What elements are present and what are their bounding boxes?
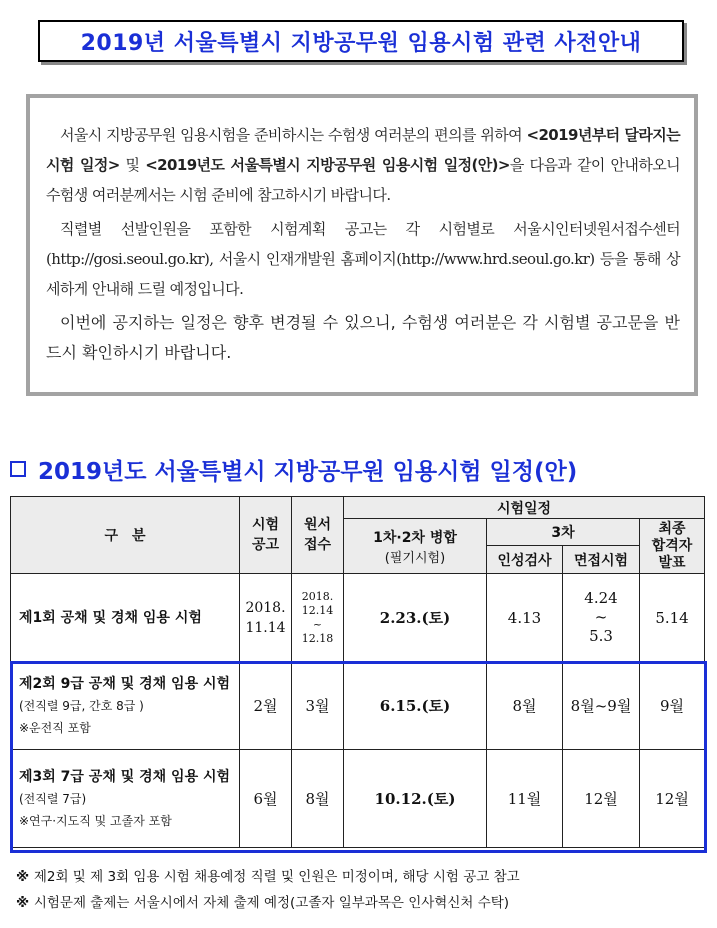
- row-note: ※연구·지도직 및 고졸자 포함: [19, 813, 172, 828]
- row-name: [11, 750, 240, 848]
- table-row: [11, 662, 705, 750]
- header-apply: 원서 접수: [292, 497, 344, 574]
- row-name: [11, 574, 240, 662]
- cell-apply: 3월: [292, 662, 344, 750]
- header-final: 최종 합격자 발표: [640, 519, 705, 574]
- cell-written: 6.15.(토): [344, 662, 487, 750]
- table-row: [11, 574, 705, 662]
- cell-final: 9월: [640, 662, 705, 750]
- notice-paragraph-1: [46, 120, 680, 210]
- section-title-text: 2019년도 서울특별시 지방공무원 임용시험 일정(안): [38, 458, 578, 485]
- footnotes: [16, 864, 520, 916]
- header-announce: 시험 공고: [240, 497, 292, 574]
- notice-text: 서울시 지방공무원 임용시험을 준비하시는 수험생 여러분의 편의를 위하여: [60, 126, 527, 144]
- notice-bold-text: <2019년부터 달라지는 시험 일정>: [46, 126, 680, 174]
- row-subtitle: (전직렬 9급, 간호 8급 ): [19, 698, 144, 713]
- row-note: ※운전직 포함: [19, 720, 91, 735]
- schedule-table: [10, 496, 705, 848]
- row-name: [11, 662, 240, 750]
- header-aptitude: 인성검사: [487, 546, 563, 574]
- cell-announce: 2월: [240, 662, 292, 750]
- cell-written: 10.12.(토): [344, 750, 487, 848]
- notice-paragraph-3: 이번에 공지하는 일정은 향후 변경될 수 있으니, 수험생 여러분은 각 시험별 공고문을 반드시 확인하시기 바랍니다.: [46, 313, 680, 362]
- header-category: [11, 497, 240, 574]
- cell-interview: 8월~9월: [563, 662, 640, 750]
- section-title: [10, 452, 577, 486]
- row-title: 제1회 공채 및 경채 임용 시험: [19, 609, 202, 626]
- checkbox-square-icon: [10, 461, 26, 477]
- header-written: [344, 519, 487, 574]
- cell-aptitude: 11월: [487, 750, 563, 848]
- cell-aptitude: 4.13: [487, 574, 563, 662]
- cell-announce: 6월: [240, 750, 292, 848]
- cell-apply: 2018. 12.14 ~ 12.18: [292, 574, 344, 662]
- header-written-label: 1차·2차 병합: [373, 529, 457, 546]
- header-schedule: 시험일정: [344, 497, 705, 519]
- notice-box: [26, 94, 698, 396]
- row-title: 제2회 9급 공채 및 경채 임용 시험: [19, 675, 231, 692]
- header-third: 3차: [487, 519, 640, 546]
- row-title: 제3회 7급 공채 및 경채 임용 시험: [19, 768, 231, 785]
- cell-written: 2.23.(토): [344, 574, 487, 662]
- footnote-item: ※ 시험문제 출제는 서울시에서 자체 출제 예정(고졸자 일부과목은 인사혁신처 수탁): [16, 890, 520, 916]
- footnote-item: ※ 제2회 및 제 3회 임용 시험 채용예정 직렬 및 인원은 미정이며, 해당 시험 공고 참고: [16, 864, 520, 890]
- notice-paragraph-2: 직렬별 선발인원을 포함한 시험계획 공고는 각 시험별로 서울시인터넷원서접수센터(http://gosi.seoul.go.kr), 서울시 인재개발원 홈페이지(http://www.hrd.seoul.go.kr) 등을 통해 상세하게 안내해 드릴 예정입니다.: [46, 220, 680, 298]
- notice-bold-text: <2019년도 서울특별시 지방공무원 임용시험 일정(안)>: [145, 156, 510, 174]
- cell-aptitude: 8월: [487, 662, 563, 750]
- table-row: [11, 750, 705, 848]
- header-written-sub: (필기시험): [384, 550, 446, 566]
- cell-final: 12월: [640, 750, 705, 848]
- cell-apply: 8월: [292, 750, 344, 848]
- header-category-text: 구 분: [104, 528, 146, 544]
- cell-interview: 12월: [563, 750, 640, 848]
- cell-interview: 4.24 ~ 5.3: [563, 574, 640, 662]
- notice-text: 및: [119, 156, 146, 174]
- cell-final: 5.14: [640, 574, 705, 662]
- cell-announce: 2018. 11.14: [240, 574, 292, 662]
- notice-text: 을 다음과 같이 안내하오니 수험생 여러분께서는 시험 준비에 참고하시기 바랍니다.: [46, 156, 680, 204]
- row-subtitle: (전직렬 7급): [19, 791, 87, 806]
- document-title: 2019년 서울특별시 지방공무원 임용시험 관련 사전안내: [38, 20, 684, 62]
- header-interview: 면접시험: [563, 546, 640, 574]
